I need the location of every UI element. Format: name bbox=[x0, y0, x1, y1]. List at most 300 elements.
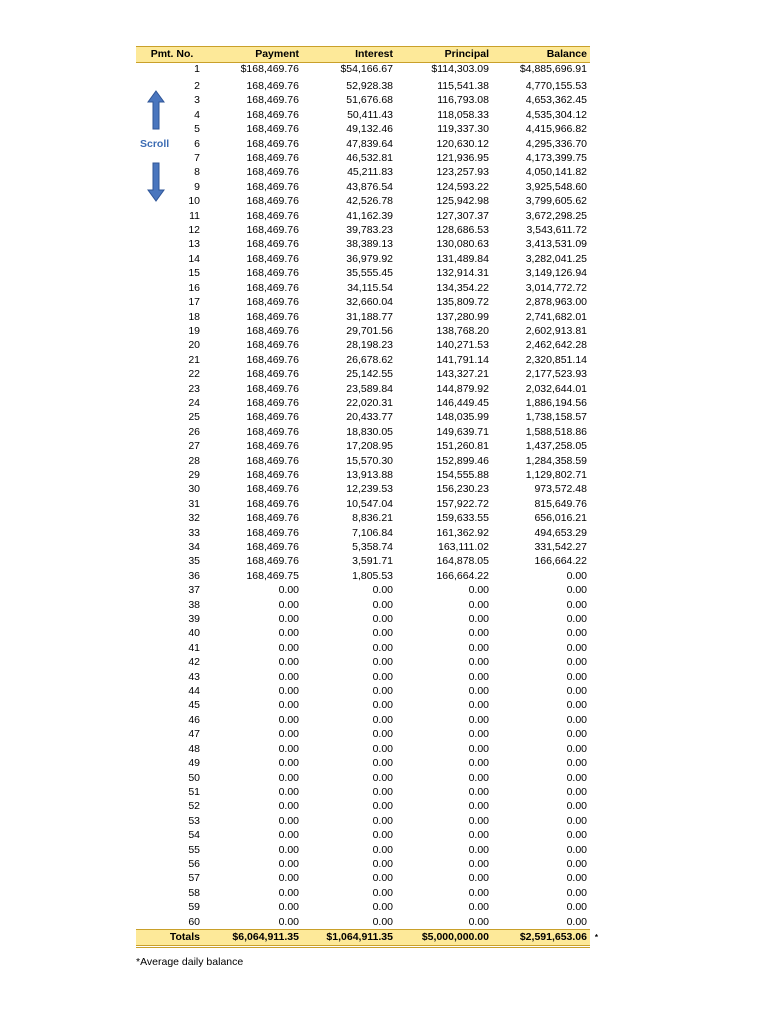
cell-interest: 0.00 bbox=[372, 800, 393, 813]
cell-payment: 0.00 bbox=[278, 584, 299, 597]
cell-interest: 7,106.84 bbox=[352, 526, 393, 539]
cell-principal: 0.00 bbox=[468, 641, 489, 654]
cell-interest: 0.00 bbox=[372, 901, 393, 914]
table-row bbox=[136, 194, 590, 208]
table-row bbox=[136, 713, 590, 727]
cell-pmt-no: 38 bbox=[188, 598, 200, 611]
cell-payment: 0.00 bbox=[278, 742, 299, 755]
cell-balance: 2,320,851.14 bbox=[525, 353, 587, 366]
asterisk-marker: * bbox=[594, 932, 598, 942]
cell-principal: 119,337.30 bbox=[437, 123, 489, 136]
table-row bbox=[136, 540, 590, 554]
cell-payment: 168,469.76 bbox=[246, 310, 299, 323]
table-row bbox=[136, 237, 590, 251]
cell-interest: 43,876.54 bbox=[346, 180, 393, 193]
cell-pmt-no: 7 bbox=[194, 152, 200, 165]
cell-principal: 0.00 bbox=[468, 627, 489, 640]
cell-principal: 140,271.53 bbox=[436, 339, 489, 352]
cell-payment: 0.00 bbox=[278, 627, 299, 640]
cell-payment: 168,469.76 bbox=[246, 238, 299, 251]
cell-interest: 45,211.83 bbox=[347, 166, 393, 179]
table-row bbox=[136, 612, 590, 626]
cell-interest: 39,783.23 bbox=[346, 224, 393, 237]
table-row bbox=[136, 410, 590, 424]
table-row bbox=[136, 310, 590, 324]
table-row bbox=[136, 742, 590, 756]
cell-balance: 0.00 bbox=[566, 699, 587, 712]
cell-balance: 1,886,194.56 bbox=[525, 396, 587, 409]
cell-payment: 168,469.76 bbox=[246, 94, 299, 107]
cell-interest: 17,208.95 bbox=[346, 440, 393, 453]
amortization-sheet bbox=[136, 46, 598, 948]
cell-pmt-no: 54 bbox=[188, 829, 200, 842]
cell-balance: 2,602,913.81 bbox=[525, 324, 587, 337]
cell-pmt-no: 4 bbox=[194, 108, 200, 121]
cell-principal: 164,878.05 bbox=[436, 555, 489, 568]
cell-interest: 0.00 bbox=[372, 598, 393, 611]
cell-principal: 116,793.08 bbox=[437, 94, 489, 107]
cell-principal: 0.00 bbox=[468, 800, 489, 813]
scroll-down-button[interactable] bbox=[147, 162, 165, 202]
cell-balance: 0.00 bbox=[566, 771, 587, 784]
cell-pmt-no: 6 bbox=[194, 137, 200, 150]
cell-principal: 115,541.38 bbox=[437, 80, 489, 92]
cell-payment: 168,469.76 bbox=[246, 512, 299, 525]
cell-principal: 138,768.20 bbox=[436, 324, 489, 337]
cell-balance: 3,014,772.72 bbox=[525, 281, 587, 294]
cell-balance: 0.00 bbox=[566, 685, 587, 698]
cell-balance: 0.00 bbox=[566, 886, 587, 899]
total-balance-cell bbox=[492, 929, 598, 946]
cell-principal: 0.00 bbox=[468, 829, 489, 842]
cell-interest: 42,526.78 bbox=[346, 195, 393, 208]
cell-principal: 127,307.37 bbox=[436, 209, 489, 222]
cell-principal: 131,489.84 bbox=[436, 252, 489, 265]
cell-pmt-no: 23 bbox=[188, 382, 200, 395]
cell-payment: 168,469.76 bbox=[246, 353, 299, 366]
cell-interest: 26,678.62 bbox=[346, 353, 393, 366]
table-row bbox=[136, 151, 590, 165]
table-row bbox=[136, 497, 590, 511]
cell-balance: 2,741,682.01 bbox=[525, 310, 587, 323]
table-row bbox=[136, 727, 590, 741]
cell-pmt-no: 35 bbox=[188, 555, 200, 568]
table-body bbox=[136, 63, 590, 930]
cell-payment: 168,469.76 bbox=[246, 252, 299, 265]
table-row bbox=[136, 108, 590, 122]
cell-interest: 18,830.05 bbox=[346, 425, 393, 438]
cell-payment: 168,469.76 bbox=[246, 166, 299, 179]
cell-interest: 0.00 bbox=[372, 771, 393, 784]
cell-balance: 0.00 bbox=[566, 742, 587, 755]
cell-interest: 23,589.84 bbox=[346, 382, 393, 395]
table-row bbox=[136, 324, 590, 338]
cell-payment: 0.00 bbox=[278, 757, 299, 770]
cell-pmt-no: 51 bbox=[188, 785, 200, 798]
cell-balance: 3,543,611.72 bbox=[526, 224, 587, 237]
cell-interest: 0.00 bbox=[372, 713, 393, 726]
cell-interest: 0.00 bbox=[372, 656, 393, 669]
cell-balance: 0.00 bbox=[566, 656, 587, 669]
cell-balance: 4,173,399.75 bbox=[525, 152, 587, 165]
cell-principal: 146,449.45 bbox=[436, 396, 489, 409]
cell-balance: 4,653,362.45 bbox=[525, 94, 587, 107]
cell-payment: 0.00 bbox=[278, 886, 299, 899]
header-principal: Principal bbox=[396, 47, 492, 63]
header-interest: Interest bbox=[302, 47, 396, 63]
cell-interest: 0.00 bbox=[372, 886, 393, 899]
cell-principal: 130,080.63 bbox=[436, 238, 489, 251]
cell-principal: 0.00 bbox=[468, 814, 489, 827]
cell-pmt-no: 58 bbox=[188, 886, 200, 899]
cell-interest: 52,928.38 bbox=[346, 80, 393, 92]
cell-interest: 0.00 bbox=[372, 627, 393, 640]
cell-balance: 656,016.21 bbox=[534, 512, 587, 525]
cell-interest: 38,389.13 bbox=[346, 238, 393, 251]
table-row bbox=[136, 223, 590, 237]
cell-pmt-no: 28 bbox=[188, 454, 200, 467]
table-row bbox=[136, 209, 590, 223]
cell-interest: 22,020.31 bbox=[346, 396, 393, 409]
cell-principal: 125,942.98 bbox=[436, 195, 489, 208]
table-row bbox=[136, 900, 590, 914]
cell-balance: 0.00 bbox=[566, 857, 587, 870]
cell-principal: 152,899.46 bbox=[436, 454, 489, 467]
cell-interest: 13,913.88 bbox=[346, 468, 393, 481]
cell-principal: 132,914.31 bbox=[436, 267, 489, 280]
cell-interest: 0.00 bbox=[372, 829, 393, 842]
cell-pmt-no: 10 bbox=[188, 195, 200, 208]
cell-pmt-no: 48 bbox=[188, 742, 200, 755]
cell-pmt-no: 40 bbox=[188, 627, 200, 640]
cell-payment: 0.00 bbox=[278, 713, 299, 726]
cell-pmt-no: 36 bbox=[188, 569, 200, 582]
cell-principal: 159,633.55 bbox=[436, 512, 489, 525]
cell-pmt-no: 9 bbox=[194, 180, 200, 193]
cell-principal: 163,111.02 bbox=[438, 541, 489, 553]
cell-pmt-no: 47 bbox=[188, 728, 200, 741]
arrow-down-icon bbox=[147, 162, 165, 202]
table-row bbox=[136, 843, 590, 857]
cell-interest: 0.00 bbox=[372, 613, 393, 626]
cell-balance: 0.00 bbox=[566, 785, 587, 798]
cell-pmt-no: 1 bbox=[194, 63, 200, 75]
cell-interest: 32,660.04 bbox=[346, 296, 393, 309]
cell-principal: 0.00 bbox=[468, 771, 489, 784]
table-row bbox=[136, 626, 590, 640]
cell-payment: 168,469.76 bbox=[246, 425, 299, 438]
cell-interest: 0.00 bbox=[372, 584, 393, 597]
cell-principal: 0.00 bbox=[468, 886, 489, 899]
table-row bbox=[136, 425, 590, 439]
cell-payment: 168,469.76 bbox=[246, 209, 299, 222]
cell-payment: 0.00 bbox=[278, 670, 299, 683]
table-row bbox=[136, 396, 590, 410]
table-row bbox=[136, 367, 590, 381]
cell-pmt-no: 19 bbox=[188, 324, 200, 337]
cell-principal: 0.00 bbox=[468, 699, 489, 712]
table-row bbox=[136, 454, 590, 468]
cell-principal: 0.00 bbox=[468, 728, 489, 741]
cell-principal: 0.00 bbox=[468, 584, 489, 597]
table-row bbox=[136, 814, 590, 828]
cell-payment: 168,469.76 bbox=[246, 382, 299, 395]
cell-pmt-no: 55 bbox=[188, 843, 200, 856]
cell-principal: 0.00 bbox=[468, 598, 489, 611]
cell-payment: 0.00 bbox=[278, 915, 299, 928]
cell-balance: 4,295,336.70 bbox=[525, 137, 587, 150]
cell-payment: 0.00 bbox=[278, 641, 299, 654]
table-row bbox=[136, 569, 590, 583]
cell-interest: 0.00 bbox=[372, 843, 393, 856]
table-row bbox=[136, 698, 590, 712]
scroll-control bbox=[136, 86, 180, 202]
cell-payment: 168,469.76 bbox=[246, 454, 299, 467]
table-row bbox=[136, 63, 590, 80]
cell-interest: 25,142.55 bbox=[346, 368, 393, 381]
cell-payment: 168,469.75 bbox=[246, 569, 299, 582]
cell-balance: 0.00 bbox=[566, 843, 587, 856]
cell-principal: 128,686.53 bbox=[436, 224, 489, 237]
cell-principal: 137,280.99 bbox=[436, 310, 489, 323]
cell-balance: 2,032,644.01 bbox=[525, 382, 587, 395]
cell-interest: 47,839.64 bbox=[346, 137, 393, 150]
cell-interest: 31,188.77 bbox=[346, 310, 393, 323]
table-row bbox=[136, 915, 590, 930]
cell-balance: 0.00 bbox=[566, 598, 587, 611]
cell-principal: $114,303.09 bbox=[431, 63, 489, 75]
cell-pmt-no: 27 bbox=[188, 440, 200, 453]
cell-principal: 154,555.88 bbox=[436, 468, 489, 481]
cell-principal: 123,257.93 bbox=[436, 166, 489, 179]
cell-interest: 0.00 bbox=[372, 742, 393, 755]
table-row bbox=[136, 670, 590, 684]
cell-balance: 4,415,966.82 bbox=[525, 123, 587, 136]
table-row bbox=[136, 122, 590, 136]
cell-interest: 51,676.68 bbox=[346, 94, 393, 107]
amortization-table bbox=[136, 46, 598, 948]
cell-balance: 0.00 bbox=[566, 728, 587, 741]
cell-payment: 0.00 bbox=[278, 857, 299, 870]
cell-interest: 46,532.81 bbox=[346, 152, 393, 165]
cell-interest: 0.00 bbox=[372, 699, 393, 712]
table-row bbox=[136, 655, 590, 669]
table-row bbox=[136, 482, 590, 496]
cell-principal: 143,327.21 bbox=[436, 368, 489, 381]
cell-interest: 15,570.30 bbox=[346, 454, 393, 467]
table-row bbox=[136, 252, 590, 266]
cell-payment: 168,469.76 bbox=[246, 80, 299, 92]
cell-balance: 1,437,258.05 bbox=[525, 440, 587, 453]
table-row bbox=[136, 641, 590, 655]
cell-interest: 12,239.53 bbox=[346, 483, 393, 496]
cell-pmt-no: 18 bbox=[188, 310, 200, 323]
cell-payment: 0.00 bbox=[278, 843, 299, 856]
cell-interest: 0.00 bbox=[372, 641, 393, 654]
cell-payment: 168,469.76 bbox=[246, 396, 299, 409]
header-balance: Balance bbox=[492, 47, 590, 63]
cell-payment: 168,469.76 bbox=[246, 296, 299, 309]
cell-payment: 168,469.76 bbox=[246, 123, 299, 136]
cell-interest: 5,358.74 bbox=[352, 541, 393, 553]
cell-pmt-no: 43 bbox=[188, 670, 200, 683]
cell-principal: 118,058.33 bbox=[437, 108, 489, 121]
cell-interest: 0.00 bbox=[372, 857, 393, 870]
table-row bbox=[136, 439, 590, 453]
cell-payment: 0.00 bbox=[278, 685, 299, 698]
cell-balance: 0.00 bbox=[566, 829, 587, 842]
cell-payment: 168,469.76 bbox=[246, 137, 299, 150]
cell-balance: 0.00 bbox=[566, 713, 587, 726]
table-row bbox=[136, 93, 590, 107]
cell-principal: 144,879.92 bbox=[436, 382, 489, 395]
cell-pmt-no: 3 bbox=[194, 94, 200, 107]
cell-pmt-no: 39 bbox=[188, 613, 200, 626]
cell-payment: 0.00 bbox=[278, 785, 299, 798]
cell-pmt-no: 13 bbox=[188, 238, 200, 251]
arrow-up-icon bbox=[147, 90, 165, 130]
cell-balance: 973,572.48 bbox=[534, 483, 587, 496]
cell-pmt-no: 26 bbox=[188, 425, 200, 438]
cell-principal: 0.00 bbox=[468, 757, 489, 770]
cell-balance: 3,149,126.94 bbox=[525, 267, 587, 280]
cell-principal: 120,630.12 bbox=[436, 137, 489, 150]
cell-pmt-no: 20 bbox=[188, 339, 200, 352]
cell-payment: 168,469.76 bbox=[246, 339, 299, 352]
cell-balance: 815,649.76 bbox=[534, 497, 587, 510]
cell-interest: 20,433.77 bbox=[346, 411, 393, 424]
cell-balance: 1,284,358.59 bbox=[525, 454, 587, 467]
cell-interest: 0.00 bbox=[372, 757, 393, 770]
cell-balance: 0.00 bbox=[566, 757, 587, 770]
cell-principal: 0.00 bbox=[468, 785, 489, 798]
cell-balance: 0.00 bbox=[566, 670, 587, 683]
cell-payment: 168,469.76 bbox=[246, 152, 299, 165]
cell-pmt-no: 53 bbox=[188, 814, 200, 827]
cell-principal: 134,354.22 bbox=[436, 281, 489, 294]
cell-balance: 3,413,531.09 bbox=[525, 238, 587, 251]
scroll-up-button[interactable] bbox=[147, 90, 165, 130]
table-row bbox=[136, 756, 590, 770]
cell-payment: 168,469.76 bbox=[246, 555, 299, 568]
cell-interest: 29,701.56 bbox=[346, 324, 393, 337]
cell-balance: 4,535,304.12 bbox=[525, 108, 587, 121]
cell-interest: 34,115.54 bbox=[347, 281, 393, 294]
cell-balance: 3,672,298.25 bbox=[525, 209, 587, 222]
cell-interest: 3,591.71 bbox=[352, 555, 393, 568]
cell-pmt-no: 52 bbox=[188, 800, 200, 813]
cell-pmt-no: 34 bbox=[188, 541, 200, 553]
cell-pmt-no: 21 bbox=[188, 353, 200, 366]
table-row bbox=[136, 511, 590, 525]
cell-pmt-no: 12 bbox=[188, 224, 200, 237]
cell-interest: 0.00 bbox=[372, 670, 393, 683]
cell-pmt-no: 11 bbox=[189, 209, 200, 222]
cell-payment: 168,469.76 bbox=[246, 224, 299, 237]
cell-payment: 168,469.76 bbox=[246, 267, 299, 280]
cell-balance: 0.00 bbox=[566, 915, 587, 928]
table-row bbox=[136, 886, 590, 900]
cell-interest: 35,555.45 bbox=[346, 267, 393, 280]
cell-interest: 0.00 bbox=[372, 814, 393, 827]
table-row bbox=[136, 828, 590, 842]
cell-principal: 0.00 bbox=[468, 685, 489, 698]
cell-payment: 0.00 bbox=[278, 814, 299, 827]
total-interest: $1,064,911.35 bbox=[302, 929, 396, 946]
cell-interest: 41,162.39 bbox=[346, 209, 393, 222]
cell-interest: 28,198.23 bbox=[346, 339, 393, 352]
cell-balance: 4,770,155.53 bbox=[525, 80, 587, 92]
cell-pmt-no: 45 bbox=[188, 699, 200, 712]
cell-interest: 50,411.43 bbox=[347, 108, 393, 121]
table-row bbox=[136, 137, 590, 151]
cell-principal: 157,922.72 bbox=[436, 497, 489, 510]
table-row bbox=[136, 598, 590, 612]
cell-pmt-no: 15 bbox=[188, 267, 200, 280]
cell-balance: 3,925,548.60 bbox=[525, 180, 587, 193]
cell-pmt-no: 57 bbox=[188, 872, 200, 885]
cell-interest: 36,979.92 bbox=[346, 252, 393, 265]
cell-payment: 0.00 bbox=[278, 829, 299, 842]
cell-pmt-no: 24 bbox=[188, 396, 200, 409]
cell-balance: 2,878,963.00 bbox=[525, 296, 587, 309]
footnote: *Average daily balance bbox=[136, 956, 244, 968]
cell-interest: 1,805.53 bbox=[352, 569, 393, 582]
cell-balance: 1,588,518.86 bbox=[525, 425, 587, 438]
table-row bbox=[136, 266, 590, 280]
cell-balance: 0.00 bbox=[566, 569, 587, 582]
table-row bbox=[136, 338, 590, 352]
table-row bbox=[136, 526, 590, 540]
cell-principal: 0.00 bbox=[468, 915, 489, 928]
table-row bbox=[136, 857, 590, 871]
cell-pmt-no: 56 bbox=[188, 857, 200, 870]
cell-balance: 0.00 bbox=[566, 584, 587, 597]
cell-balance: 331,542.27 bbox=[534, 541, 587, 553]
cell-payment: 168,469.76 bbox=[246, 108, 299, 121]
cell-balance: 0.00 bbox=[566, 641, 587, 654]
cell-balance: 3,282,041.25 bbox=[525, 252, 587, 265]
table-row bbox=[136, 554, 590, 568]
table-row bbox=[136, 583, 590, 597]
cell-principal: 0.00 bbox=[468, 713, 489, 726]
table-row bbox=[136, 771, 590, 785]
cell-payment: 168,469.76 bbox=[246, 440, 299, 453]
cell-balance: 3,799,605.62 bbox=[525, 195, 587, 208]
table-row bbox=[136, 295, 590, 309]
header-pmt-no: Pmt. No. bbox=[136, 47, 208, 63]
table-row bbox=[136, 382, 590, 396]
cell-principal: 149,639.71 bbox=[436, 425, 489, 438]
cell-balance: 4,050,141.82 bbox=[525, 166, 587, 179]
cell-payment: 168,469.76 bbox=[246, 411, 299, 424]
cell-pmt-no: 44 bbox=[188, 685, 200, 698]
cell-pmt-no: 30 bbox=[188, 483, 200, 496]
cell-principal: 0.00 bbox=[468, 872, 489, 885]
cell-pmt-no: 14 bbox=[188, 252, 200, 265]
cell-payment: 0.00 bbox=[278, 800, 299, 813]
cell-interest: 0.00 bbox=[372, 915, 393, 928]
cell-payment: 0.00 bbox=[278, 699, 299, 712]
cell-balance: 0.00 bbox=[566, 627, 587, 640]
table-row bbox=[136, 79, 590, 93]
cell-pmt-no: 42 bbox=[188, 656, 200, 669]
table-row bbox=[136, 871, 590, 885]
total-payment: $6,064,911.35 bbox=[208, 929, 302, 946]
cell-principal: 121,936.95 bbox=[436, 152, 489, 165]
cell-principal: 135,809.72 bbox=[436, 296, 489, 309]
cell-principal: 0.00 bbox=[468, 613, 489, 626]
